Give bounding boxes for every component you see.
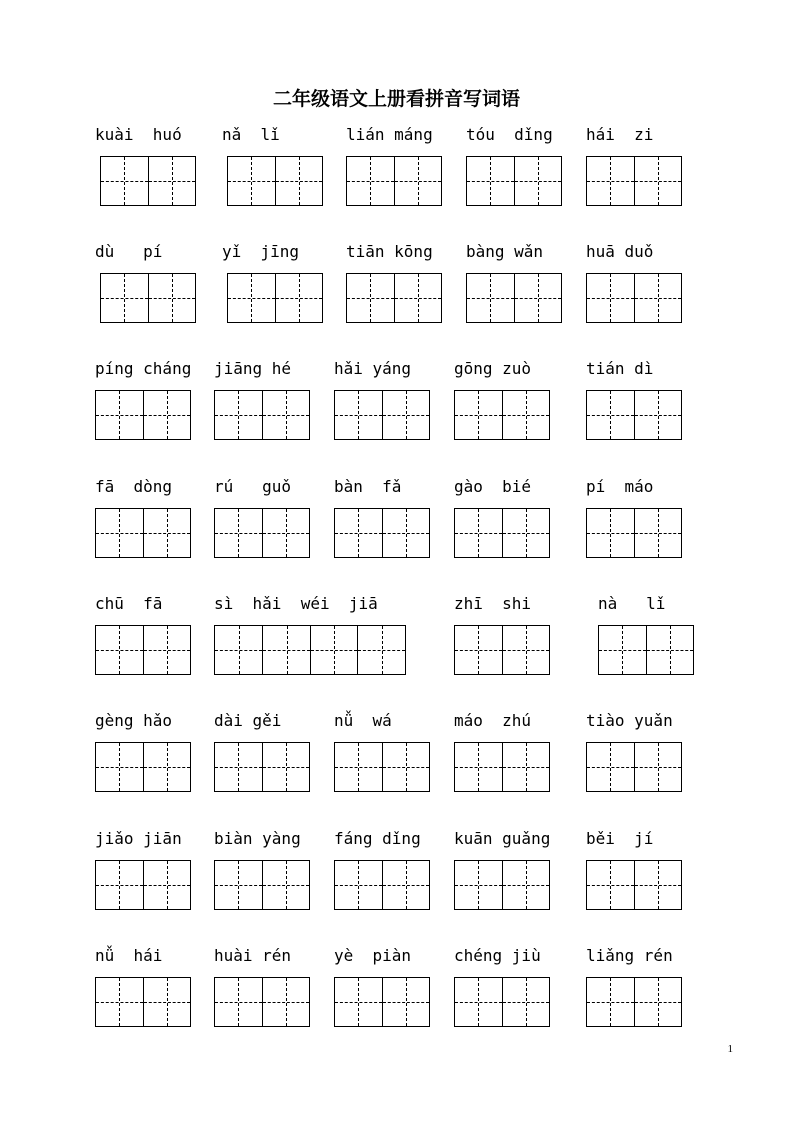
writing-box[interactable] [502,743,549,791]
writing-box[interactable] [467,157,514,205]
tianzige-grid[interactable] [214,860,310,910]
writing-box[interactable] [514,274,561,322]
tianzige-grid[interactable] [100,156,196,206]
writing-box[interactable] [228,274,275,322]
writing-box[interactable] [215,743,262,791]
tianzige-grid[interactable] [586,273,682,323]
writing-box[interactable] [382,978,429,1026]
word-item [454,710,570,780]
pinyin-label: dù pí [95,242,163,261]
pinyin-label: jiāng hé [214,359,292,378]
writing-box[interactable] [587,157,634,205]
pinyin-label: tiān kōng [346,242,433,261]
pinyin-label: yè piàn [334,946,412,965]
writing-box[interactable] [634,743,681,791]
tianzige-grid[interactable] [214,742,310,792]
writing-box[interactable] [262,391,309,439]
writing-box[interactable] [96,509,143,557]
writing-box[interactable] [502,626,549,674]
word-item [214,945,330,1015]
tianzige-grid[interactable] [334,977,430,1027]
writing-box[interactable] [215,978,262,1026]
pinyin-label: lián máng [346,125,433,144]
writing-box[interactable] [634,509,681,557]
tianzige-grid[interactable] [346,273,442,323]
word-item [466,124,582,194]
pinyin-label: hái zi [586,125,654,144]
writing-box[interactable] [587,274,634,322]
writing-box[interactable] [96,861,143,909]
writing-box[interactable] [143,509,190,557]
word-item [214,476,330,546]
page-title: 二年级语文上册看拼音写词语 [272,88,520,110]
writing-box[interactable] [502,978,549,1026]
writing-box[interactable] [143,626,190,674]
pinyin-label: kuài huó [95,125,182,144]
pinyin-label: kuān guǎng [454,829,551,848]
writing-box[interactable] [587,978,634,1026]
writing-box[interactable] [634,391,681,439]
writing-box[interactable] [96,626,143,674]
writing-box[interactable] [101,274,148,322]
word-item [95,124,211,194]
writing-box[interactable] [634,978,681,1026]
pinyin-label: dài gěi [214,711,282,730]
word-item [95,593,211,663]
word-item [346,124,462,194]
pinyin-label: rú guǒ [214,477,292,496]
writing-box[interactable] [148,274,195,322]
writing-box[interactable] [347,157,394,205]
tianzige-grid[interactable] [454,508,550,558]
tianzige-grid[interactable] [586,156,682,206]
writing-box[interactable] [143,861,190,909]
writing-box[interactable] [382,861,429,909]
writing-box[interactable] [101,157,148,205]
writing-box[interactable] [587,743,634,791]
writing-box[interactable] [215,509,262,557]
writing-box[interactable] [275,157,322,205]
tianzige-grid[interactable] [214,625,406,675]
tianzige-grid[interactable] [586,508,682,558]
pinyin-label: pí máo [586,477,654,496]
word-item [222,241,338,311]
word-item [222,124,338,194]
tianzige-grid[interactable] [95,508,191,558]
writing-box[interactable] [455,861,502,909]
word-item [95,945,211,1015]
word-item [586,358,702,428]
writing-box[interactable] [634,274,681,322]
word-item [454,593,570,663]
pinyin-label: píng cháng [95,359,192,378]
tianzige-grid[interactable] [586,742,682,792]
tianzige-grid[interactable] [598,625,694,675]
tianzige-grid[interactable] [227,156,323,206]
writing-box[interactable] [502,391,549,439]
writing-box[interactable] [143,391,190,439]
pinyin-label: sì hǎi wéi jiā [214,594,378,613]
writing-box[interactable] [262,978,309,1026]
pinyin-label: tiào yuǎn [586,711,673,730]
writing-box[interactable] [148,157,195,205]
tianzige-grid[interactable] [586,860,682,910]
tianzige-grid[interactable] [95,742,191,792]
tianzige-grid[interactable] [454,860,550,910]
pinyin-label: nà lǐ [598,594,666,613]
writing-box[interactable] [646,626,693,674]
writing-box[interactable] [382,509,429,557]
tianzige-grid[interactable] [334,742,430,792]
pinyin-label: nǚ hái [95,946,163,965]
pinyin-label: biàn yàng [214,829,301,848]
pinyin-label: tián dì [586,359,654,378]
tianzige-grid[interactable] [227,273,323,323]
pinyin-label: yǐ jīng [222,242,300,261]
word-item [586,124,702,194]
writing-box[interactable] [96,743,143,791]
pinyin-label: běi jí [586,829,654,848]
tianzige-grid[interactable] [334,390,430,440]
word-item [598,593,714,663]
tianzige-grid[interactable] [95,977,191,1027]
word-item [95,828,211,898]
pinyin-label: máo zhú [454,711,532,730]
writing-box[interactable] [467,274,514,322]
word-item [586,945,702,1015]
word-item [454,945,570,1015]
writing-box[interactable] [455,978,502,1026]
pinyin-label: jiǎo jiān [95,829,182,848]
tianzige-grid[interactable] [586,977,682,1027]
word-item [334,710,450,780]
tianzige-grid[interactable] [100,273,196,323]
pinyin-label: huā duǒ [586,242,654,261]
writing-box[interactable] [394,157,441,205]
word-item [95,358,211,428]
writing-box[interactable] [96,978,143,1026]
tianzige-grid[interactable] [95,390,191,440]
writing-box[interactable] [455,626,502,674]
tianzige-grid[interactable] [214,390,310,440]
writing-box[interactable] [634,861,681,909]
pinyin-label: bàng wǎn [466,242,544,261]
writing-box[interactable] [215,626,262,674]
writing-box[interactable] [599,626,646,674]
tianzige-grid[interactable] [454,977,550,1027]
word-item [586,710,702,780]
word-item [586,476,702,546]
word-item [586,828,702,898]
pinyin-label: fā dòng [95,477,173,496]
tianzige-grid[interactable] [214,508,310,558]
word-item [214,828,330,898]
word-item [454,358,570,428]
pinyin-label: bàn fǎ [334,477,402,496]
tianzige-grid[interactable] [466,273,562,323]
pinyin-label: nǎ lǐ [222,125,280,144]
pinyin-label: gèng hǎo [95,711,173,730]
writing-box[interactable] [335,861,382,909]
writing-box[interactable] [215,861,262,909]
writing-box[interactable] [455,743,502,791]
tianzige-grid[interactable] [454,390,550,440]
writing-box[interactable] [335,509,382,557]
writing-box[interactable] [514,157,561,205]
word-item [334,945,450,1015]
tianzige-grid[interactable] [454,625,550,675]
writing-box[interactable] [143,743,190,791]
writing-box[interactable] [262,626,310,674]
word-item [454,476,570,546]
pinyin-label: hǎi yáng [334,359,412,378]
tianzige-grid[interactable] [334,508,430,558]
word-item [214,358,330,428]
writing-box[interactable] [262,861,309,909]
word-item [334,828,450,898]
word-item [95,710,211,780]
pinyin-label: liǎng rén [586,946,673,965]
writing-box[interactable] [502,861,549,909]
pinyin-label: tóu dǐng [466,125,553,144]
word-item [95,241,211,311]
tianzige-grid[interactable] [95,625,191,675]
writing-box[interactable] [347,274,394,322]
writing-box[interactable] [382,743,429,791]
pinyin-label: gào bié [454,477,532,496]
word-item [586,241,702,311]
pinyin-label: chéng jiù [454,946,541,965]
writing-box[interactable] [335,743,382,791]
word-item [466,241,582,311]
word-item [214,593,426,663]
writing-box[interactable] [587,861,634,909]
tianzige-grid[interactable] [334,860,430,910]
writing-box[interactable] [335,978,382,1026]
word-item [454,828,570,898]
writing-box[interactable] [215,391,262,439]
pinyin-label: gōng zuò [454,359,532,378]
tianzige-grid[interactable] [95,860,191,910]
writing-box[interactable] [143,978,190,1026]
tianzige-grid[interactable] [466,156,562,206]
writing-box[interactable] [357,626,405,674]
page-number: 1 [727,1043,733,1055]
writing-box[interactable] [634,157,681,205]
writing-box[interactable] [262,743,309,791]
word-item [346,241,462,311]
writing-box[interactable] [262,509,309,557]
tianzige-grid[interactable] [346,156,442,206]
writing-box[interactable] [587,509,634,557]
pinyin-label: huài rén [214,946,292,965]
writing-box[interactable] [502,509,549,557]
writing-box[interactable] [228,157,275,205]
writing-box[interactable] [275,274,322,322]
writing-box[interactable] [335,391,382,439]
writing-box[interactable] [455,509,502,557]
word-item [95,476,211,546]
word-item [334,358,450,428]
writing-box[interactable] [382,391,429,439]
pinyin-label: nǚ wá [334,711,392,730]
writing-box[interactable] [587,391,634,439]
pinyin-label: fáng dǐng [334,829,421,848]
tianzige-grid[interactable] [454,742,550,792]
tianzige-grid[interactable] [214,977,310,1027]
writing-box[interactable] [96,391,143,439]
pinyin-label: zhī shi [454,594,532,613]
pinyin-label: chū fā [95,594,163,613]
word-item [334,476,450,546]
writing-box[interactable] [455,391,502,439]
writing-box[interactable] [310,626,358,674]
writing-box[interactable] [394,274,441,322]
tianzige-grid[interactable] [586,390,682,440]
word-item [214,710,330,780]
